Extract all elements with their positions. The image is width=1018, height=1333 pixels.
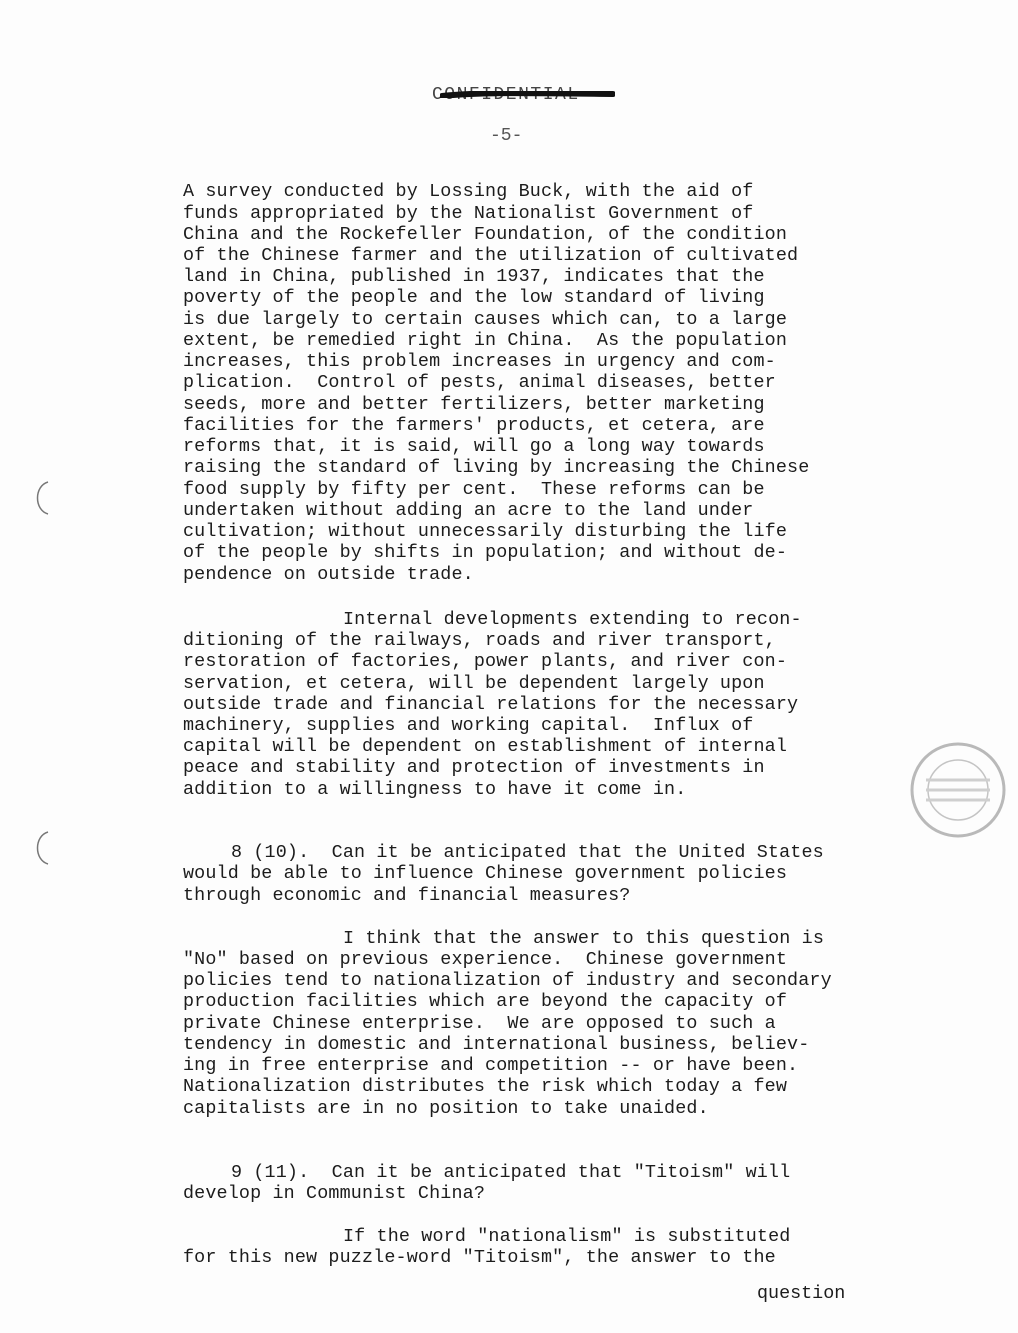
- text-line: of the Chinese farmer and the utilization of cultivated: [183, 245, 799, 266]
- text-line: outside trade and financial relations for the necessary: [183, 694, 799, 715]
- text-line: land in China, published in 1937, indicates that the: [183, 266, 765, 287]
- text-line: 8 (10). Can it be anticipated that the United States: [231, 842, 824, 863]
- text-line: through economic and financial measures?: [183, 885, 631, 906]
- text-line: ing in free enterprise and competition -- or have been.: [183, 1055, 799, 1076]
- text-line: reforms that, it is said, will go a long way towards: [183, 436, 765, 457]
- text-line: 9 (11). Can it be anticipated that "Titoism" will: [231, 1162, 791, 1183]
- text-line: develop in Communist China?: [183, 1183, 486, 1204]
- text-line: raising the standard of living by increasing the Chinese: [183, 457, 810, 478]
- text-line: cultivation; without unnecessarily disturbing the life: [183, 521, 788, 542]
- text-line: of the people by shifts in population; and without de-: [183, 542, 788, 563]
- text-line: peace and stability and protection of investments in: [183, 757, 765, 778]
- classification-marking: CONFIDENTIAL: [432, 85, 580, 105]
- text-line: Nationalization distributes the risk which today a few: [183, 1076, 788, 1097]
- archive-stamp-seal: [908, 740, 1008, 840]
- text-line: funds appropriated by the Nationalist Government of: [183, 203, 754, 224]
- text-line: servation, et cetera, will be dependent largely upon: [183, 673, 765, 694]
- text-line: tendency in domestic and international business, believ-: [183, 1034, 810, 1055]
- text-line: machinery, supplies and working capital. Influx of: [183, 715, 754, 736]
- text-line: capitalists are in no position to take unaided.: [183, 1098, 709, 1119]
- catchword: question: [757, 1283, 846, 1304]
- text-line: plication. Control of pests, animal diseases, better: [183, 372, 776, 393]
- text-line: increases, this problem increases in urgency and com-: [183, 351, 776, 372]
- text-line: addition to a willingness to have it come in.: [183, 779, 687, 800]
- text-line: would be able to influence Chinese government policies: [183, 863, 788, 884]
- text-line: A survey conducted by Lossing Buck, with the aid of: [183, 181, 754, 202]
- text-line: for this new puzzle-word "Titoism", the answer to the: [183, 1247, 776, 1268]
- text-line: policies tend to nationalization of industry and secondary: [183, 970, 832, 991]
- text-line: If the word "nationalism" is substituted: [343, 1226, 791, 1247]
- text-line: private Chinese enterprise. We are opposed to such a: [183, 1013, 776, 1034]
- text-line: ditioning of the railways, roads and river transport,: [183, 630, 776, 651]
- text-line: seeds, more and better fertilizers, better marketing: [183, 394, 765, 415]
- page-number: -5-: [490, 126, 523, 146]
- text-line: facilities for the farmers' products, et cetera, are: [183, 415, 765, 436]
- text-line: production facilities which are beyond the capacity of: [183, 991, 788, 1012]
- text-line: extent, be remedied right in China. As the population: [183, 330, 788, 351]
- text-line: Internal developments extending to recon-: [343, 609, 802, 630]
- punch-hole-mark: [28, 480, 52, 516]
- text-line: capital will be dependent on establishment of internal: [183, 736, 788, 757]
- text-line: food supply by fifty per cent. These reforms can be: [183, 479, 765, 500]
- text-line: poverty of the people and the low standard of living: [183, 287, 765, 308]
- classification-strikethrough: [440, 91, 615, 98]
- text-line: China and the Rockefeller Foundation, of the condition: [183, 224, 788, 245]
- text-line: I think that the answer to this question is: [343, 928, 825, 949]
- text-line: "No" based on previous experience. Chinese government: [183, 949, 788, 970]
- punch-hole-mark: [28, 830, 52, 866]
- text-line: restoration of factories, power plants, and river con-: [183, 651, 788, 672]
- text-line: undertaken without adding an acre to the land under: [183, 500, 754, 521]
- text-line: pendence on outside trade.: [183, 564, 474, 585]
- text-line: is due largely to certain causes which can, to a large: [183, 309, 788, 330]
